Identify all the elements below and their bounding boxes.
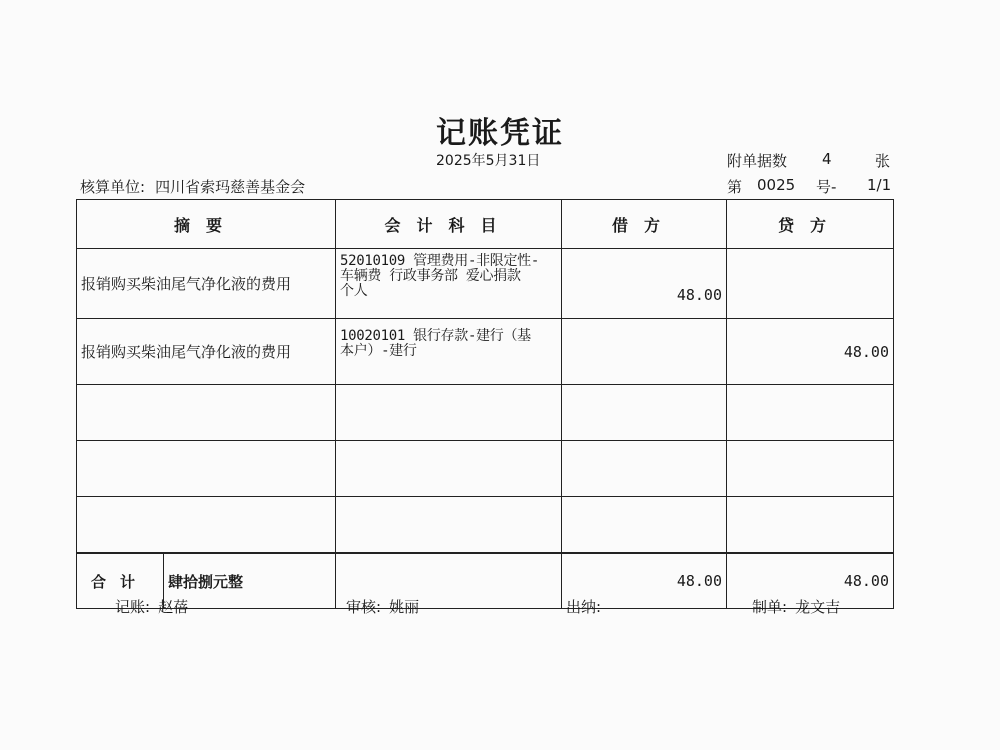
row-debit: 48.00 (562, 249, 727, 319)
accounting-unit-label: 核算单位: (80, 178, 146, 196)
empty-cell (77, 441, 336, 497)
table-header-row (77, 200, 894, 249)
row-account-line: 52010109 管理费用-非限定性- (340, 253, 540, 269)
voucher-number-suffix: 号- (816, 178, 837, 196)
row-credit (727, 249, 894, 319)
attachment-number: 4 (822, 150, 832, 168)
empty-cell (727, 497, 894, 554)
row-account-line: 本户）-建行 (340, 343, 417, 359)
row-account-line: 车辆费 行政事务部 爱心捐款 (340, 268, 521, 284)
voucher-number (727, 176, 892, 196)
preparer-label: 制单: (752, 598, 788, 616)
auditor-label: 审核: (346, 598, 382, 616)
total-debit: 48.00 (562, 553, 727, 609)
empty-cell (562, 497, 727, 554)
row-debit (562, 319, 727, 385)
row-credit: 48.00 (727, 319, 894, 385)
row-account (336, 319, 562, 385)
empty-cell (562, 385, 727, 441)
attachment-unit: 张 (875, 152, 891, 170)
bookkeeper-label: 记账: (115, 598, 151, 616)
voucher-title: 记账凭证 (436, 116, 564, 151)
cashier-label: 出纳: (566, 598, 602, 616)
table-row (77, 249, 894, 319)
row-account-line: 个人 (340, 283, 368, 299)
table-row (77, 319, 894, 385)
voucher-number-prefix: 第 (727, 178, 743, 196)
row-account (336, 249, 562, 319)
total-label: 合计 (77, 554, 164, 608)
row-summary: 报销购买柴油尾气净化液的费用 (77, 249, 336, 319)
table-row-empty (77, 385, 894, 441)
empty-cell (77, 497, 336, 554)
footer-bookkeeper (115, 596, 188, 617)
header-credit: 贷方 (727, 200, 894, 249)
preparer-name: 龙文吉 (795, 598, 841, 616)
footer-auditor (346, 596, 419, 617)
empty-cell (727, 441, 894, 497)
header-account: 会计科目 (336, 200, 562, 249)
auditor-name: 姚丽 (389, 598, 420, 616)
voucher-page-number: 1/1 (867, 176, 892, 194)
attachment-label: 附单据数 (727, 152, 788, 170)
accounting-unit-name: 四川省索玛慈善基金会 (155, 178, 306, 196)
voucher-date: 2025年5月31日 (436, 153, 541, 169)
header-summary: 摘要 (77, 200, 336, 249)
attachment-count (727, 150, 892, 170)
empty-cell (77, 385, 336, 441)
bookkeeper-name: 赵蓓 (158, 598, 189, 616)
empty-cell (562, 441, 727, 497)
footer-cashier (566, 596, 609, 617)
row-account-line: 10020101 银行存款-建行（基 (340, 328, 531, 344)
empty-cell (336, 385, 562, 441)
row-summary: 报销购买柴油尾气净化液的费用 (77, 319, 336, 385)
header-debit: 借方 (562, 200, 727, 249)
table-row-empty (77, 497, 894, 554)
total-amount-words: 肆拾捌元整 (168, 572, 244, 591)
empty-cell (336, 441, 562, 497)
voucher-number-value: 0025 (757, 176, 796, 194)
empty-cell (727, 385, 894, 441)
voucher-table (76, 199, 894, 609)
accounting-unit (80, 176, 305, 197)
table-row-empty (77, 441, 894, 497)
footer-preparer (752, 596, 840, 617)
total-credit: 48.00 (727, 553, 894, 609)
empty-cell (336, 497, 562, 554)
